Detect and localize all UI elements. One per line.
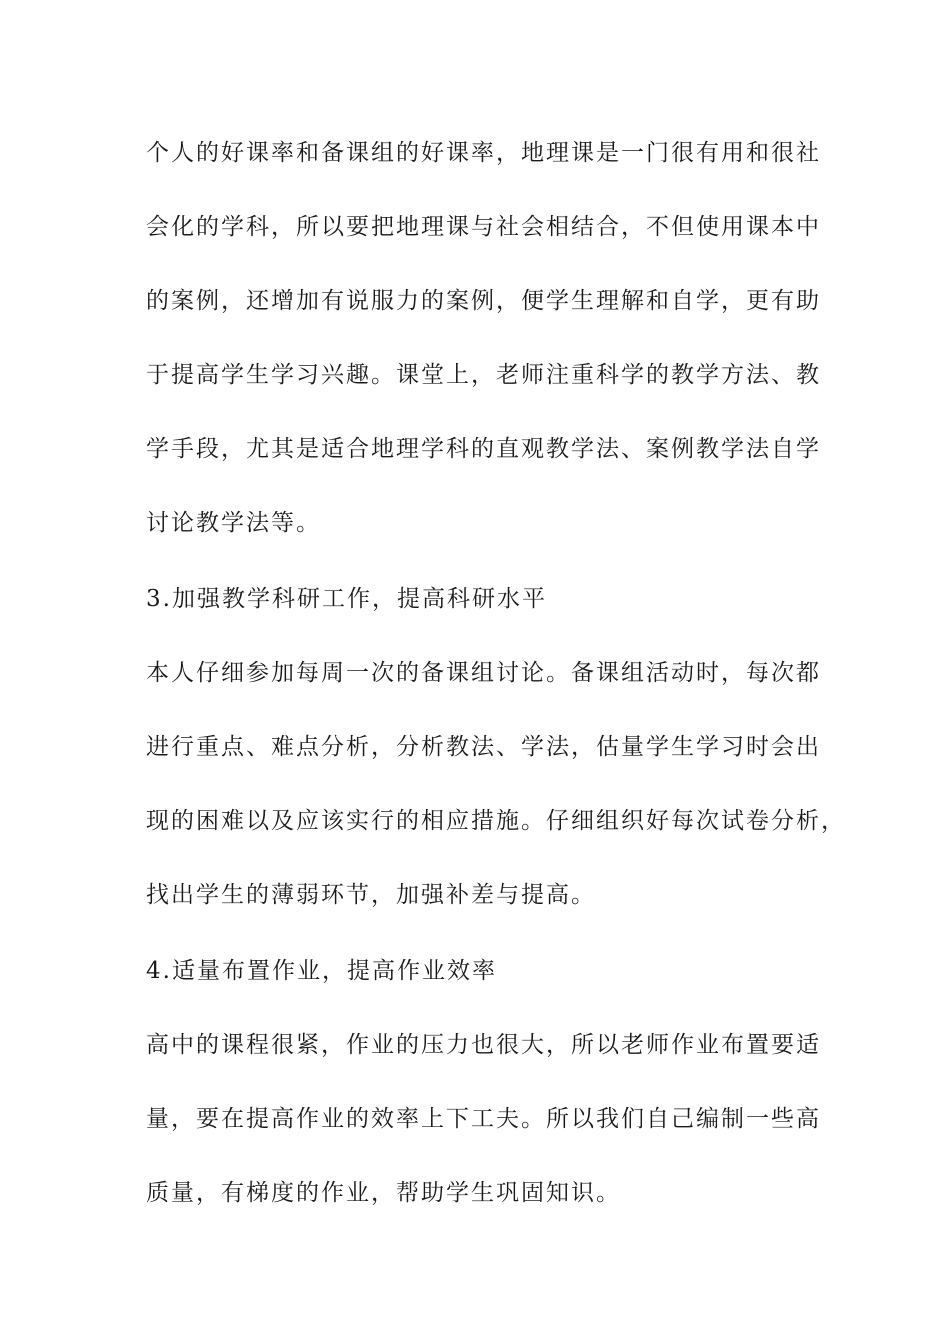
paragraph-line: 高中的课程很紧，作业的压力也很大，所以老师作业布置要适 — [146, 1032, 821, 1058]
paragraph-line: 量，要在提高作业的效率上下工夫。所以我们自己编制一些高 — [146, 1106, 821, 1132]
paragraph-line: 的案例，还增加有说服力的案例，便学生理解和自学，更有助 — [146, 288, 821, 314]
paragraph-line: 会化的学科，所以要把地理课与社会相结合，不但使用课本中 — [146, 214, 821, 240]
paragraph-line: 进行重点、难点分析，分析教法、学法，估量学生学习时会出 — [146, 734, 821, 760]
paragraph-line: 学手段，尤其是适合地理学科的直观教学法、案例教学法自学 — [146, 436, 821, 462]
section-heading: 4.适量布置作业，提高作业效率 — [146, 958, 497, 984]
paragraph-line: 讨论教学法等。 — [146, 510, 321, 536]
paragraph-line: 本人仔细参加每周一次的备课组讨论。备课组活动时，每次都 — [146, 660, 821, 686]
paragraph-line: 质量，有梯度的作业，帮助学生巩固知识。 — [146, 1180, 621, 1206]
section-heading: 3.加强教学科研工作，提高科研水平 — [146, 586, 547, 612]
paragraph-line: 现的困难以及应该实行的相应措施。仔细组织好每次试卷分析， — [146, 808, 846, 834]
paragraph-line: 于提高学生学习兴趣。课堂上，老师注重科学的教学方法、教 — [146, 362, 821, 388]
paragraph-line: 找出学生的薄弱环节，加强补差与提高。 — [146, 882, 596, 908]
paragraph-line: 个人的好课率和备课组的好课率，地理课是一门很有用和很社 — [146, 140, 821, 166]
